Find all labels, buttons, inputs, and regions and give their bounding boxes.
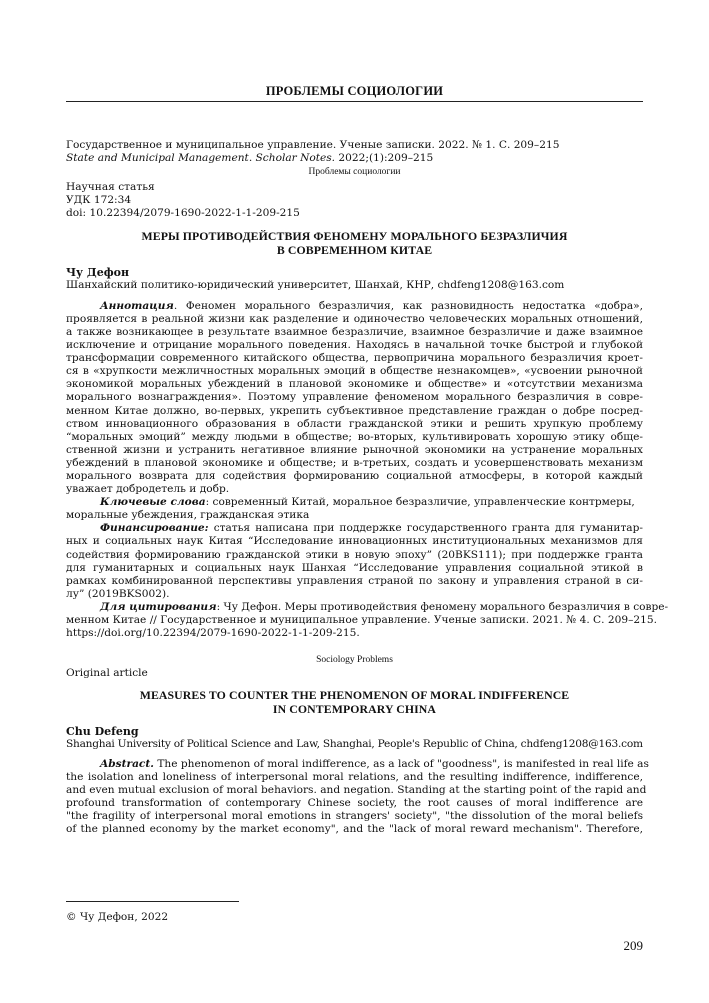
funding-ru: [66, 522, 643, 601]
cite-ru-label: Для цитирования: [100, 600, 217, 613]
abstract-en-line: the isolation and loneliness of interpersonal moral relations, and the resulting indifference, indifference,: [66, 770, 643, 783]
abstract-ru-line: морального возврата для содействия формированию социальной атмосферы, в которой каждый: [66, 469, 643, 482]
abstract-en-line: profound transformation of contemporary Chinese society, the root causes of moral indifference are: [66, 796, 643, 809]
journal-name-en: State and Municipal Management. Scholar Notes.: [66, 152, 336, 165]
doi: doi: 10.22394/2079-1690-2022-1-1-209-215: [66, 207, 300, 220]
copyright-footnote: © Чу Дефон, 2022: [66, 911, 169, 923]
abstract-ru-line: морального вознаграждения». Поэтому управление феноменом морального безразличия в совре-: [66, 391, 643, 404]
abstract-ru-label: Аннотация: [100, 299, 174, 312]
title-ru-line-2: В СОВРЕМЕННОМ КИТАЕ: [276, 242, 433, 257]
title-en-line-2: IN CONTEMPORARY CHINA: [272, 702, 437, 717]
section-label-ru: Проблемы социологии: [308, 167, 401, 178]
abstract-ru: [66, 300, 643, 496]
article-type-en: Original article: [66, 667, 148, 680]
keywords-ru-text: моральные убеждения, гражданская этика: [66, 509, 310, 522]
cite-ru-text: : Чу Дефон. Меры противодействия феномену морального безразличия в совре-: [216, 600, 669, 613]
abstract-ru-line: экономикой моральных убеждений в плановой экономике и обществе» и «отсутствии механизма: [66, 378, 643, 391]
article-type-ru: Научная статья: [66, 181, 155, 194]
keywords-ru-text: : современный Китай, моральное безразличие, управленческие контрмеры,: [205, 496, 635, 509]
title-en-line-1: MEASURES TO COUNTER THE PHENOMENON OF MORAL INDIFFERENCE: [139, 688, 570, 703]
keywords-ru: [66, 496, 643, 522]
doi-link[interactable]: https://doi.org/10.22394/2079-1690-2022-1-1-209-215.: [66, 627, 360, 640]
abstract-ru-line: ством инновационного образования в области гражданской этики и решить хрупкую проблему: [66, 417, 643, 430]
journal-issue-en: 2022;(1):209–215: [335, 152, 434, 165]
affiliation-ru: Шанхайский политико-юридический университет, Шанхай, КНР, chdfeng1208@163.com: [66, 278, 565, 291]
udc-code: УДК 172:34: [66, 194, 132, 207]
abstract-en-line: of the planned economy by the market economy", and the "lack of moral reward mechanism". Therefore,: [66, 823, 643, 836]
abstract-ru-line: исключение и отрицание морального поведения. Находясь в начальной точке быстрой и глубокой: [66, 339, 643, 352]
footnote-rule: [66, 901, 239, 902]
article-content: [66, 139, 669, 836]
page-number: 209: [623, 938, 643, 953]
abstract-ru-line: уважает добродетель и добр.: [66, 483, 230, 496]
funding-ru-text: содействия формированию гражданской этики в новую эпоху” (20BKS111); при поддержке гранта: [66, 548, 643, 561]
cite-ru-text: менном Китае // Государственное и муниципальное управление. Ученые записки. 2021. № 4. С. 209–215.: [66, 614, 657, 626]
author-en: Chu Defeng: [66, 725, 139, 739]
funding-ru-text: ных и социальных наук Китая “Исследование инновационных институциональных механизмов для: [66, 535, 643, 548]
abstract-ru-line: ственной жизни и устранить негативное влияние рыночной экономики на устранение моральных: [66, 443, 643, 456]
abstract-ru-line: а также возникающее в результате взаимное безразличие, взаимное безразличие и даже взаимное: [66, 325, 643, 338]
header-rule: [66, 101, 643, 102]
title-ru-line-1: МЕРЫ ПРОТИВОДЕЙСТВИЯ ФЕНОМЕНУ МОРАЛЬНОГО БЕЗРАЗЛИЧИЯ: [141, 228, 568, 243]
funding-ru-text: рамках комбинированной перспективы управления страной по закону и управления страной в си-: [66, 574, 643, 587]
abstract-ru-line: “моральных эмоций” между людьми в обществе; во-вторых, культивировать хорошую этику обще-: [66, 430, 643, 443]
abstract-ru-line: проявляется в реальной жизни как разделение и одиночество человеческих моральных отношений,: [66, 312, 643, 325]
funding-ru-text: статья написана при поддержке государственного гранта для гуманитар-: [208, 522, 643, 535]
abstract-en-label: Abstract.: [100, 757, 154, 770]
how-to-cite-ru: [66, 600, 669, 640]
abstract-ru-line: ся в «хрупкости межличностных моральных эмоций в обществе незнакомцев», «усвоении рыночной: [66, 365, 643, 378]
abstract-ru-line: трансформации современного китайского общества, первопричина морального безразличия кроет-: [66, 352, 643, 365]
running-head-title: ПРОБЛЕМЫ СОЦИОЛОГИИ: [265, 84, 444, 98]
abstract-ru-line: менном Китае должно, во-первых, укрепить субъективное представление граждан о добре посред-: [66, 404, 643, 417]
keywords-ru-label: Ключевые слова: [100, 496, 206, 509]
abstract-ru-line: убеждений в плановой экономике и обществе; и в-третьих, создать и усовершенствовать механизм: [66, 456, 643, 469]
title-ru: [66, 229, 643, 257]
abstract-en-line: The phenomenon of moral indifference, as a lack of "goodness", is manifested in real life as: [153, 757, 649, 770]
journal-citation-ru: Государственное и муниципальное управление. Ученые записки. 2022. № 1. С. 209–215: [66, 139, 560, 151]
section-label-en: Sociology Problems: [316, 655, 393, 666]
abstract-en: [66, 757, 649, 837]
abstract-ru-line: Аннотация. Феномен морального безразличия, как разновидность недостатка «добра»,: [100, 299, 643, 312]
title-en: [66, 688, 643, 716]
funding-ru-label: Финансирование:: [100, 522, 209, 535]
abstract-en-line: "the fragility of interpersonal moral emotions in strangers' society", "the dissolution of the moral beliefs: [66, 809, 643, 822]
funding-ru-text: лу” (2019BKS002).: [66, 587, 170, 600]
abstract-en-line: and even mutual exclusion of moral behaviors. and negation. Standing at the starting point of the rapid and: [66, 783, 647, 796]
funding-ru-text: для гуманитарных и социальных наук Шанхая “Исследование управления социальной этикой в: [66, 561, 643, 574]
author-ru: Чу Дефон: [66, 265, 130, 279]
journal-citation-en: [66, 152, 643, 165]
affiliation-en: Shanghai University of Political Science and Law, Shanghai, People's Republic of China, chdfeng1208@163.com: [66, 738, 643, 751]
